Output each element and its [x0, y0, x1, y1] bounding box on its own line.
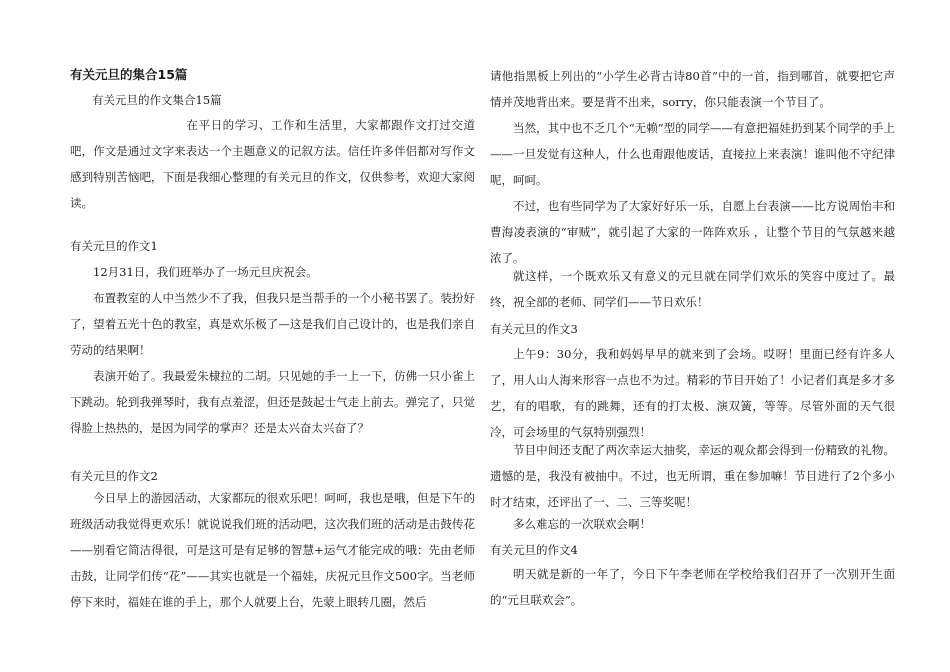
essay-4-paragraph-1: 明天就是新的一年了，今日下午李老师在学校给我们召开了一次别开生面的“元旦联欢会”。	[490, 567, 895, 607]
essay-2-paragraph-1: 今日早上的游园活动，大家都玩的很欢乐吧！呵呵，我也是哦，但是下午的班级活动我觉得更欢乐！就说说我们班的活动吧，这次我们班的活动是击鼓传花——别看它简洁得很，可是这可是有足够的智慧+运气才能完成的哦：先由老师击鼓，让同学们传“花”——其实也就是一个福娃，庆祝元旦作文500字。当老师停下来时，福娃在谁的手上，那个人就要上台，先蒙上眼转几圈，然后	[70, 491, 475, 609]
essay-2-heading: 有关元旦的作文2	[70, 469, 158, 483]
intro-text: 在平日的学习、工作和生活里，大家都跟作文打过交道吧，作文是通过文字来表达一个主题意义的记叙方法。信任许多伴侣都对写作文感到特别苦恼吧，下面是我细心整理的有关元旦的作文，仅供参考，欢迎大家阅读。	[70, 118, 475, 210]
essay-2-paragraph-2: 当然，其中也不乏几个“无赖”型的同学——有意把福娃扔到某个同学的手上——一旦发觉有这种人，什么也甭跟他废话，直接拉上来表演！谁叫他不守纪律呢，呵呵。	[490, 121, 895, 187]
essay-3-paragraph-1: 上午9：30分，我和妈妈早早的就来到了会场。哎呀！里面已经有许多人了，用人山人海来形容一点也不为过。精彩的节目开始了！小记者们真是多才多艺，有的唱歌，有的跳舞，还有的打太极、演双簧，等等。尽管外面的天气很冷，可会场里的气氛特别强烈！	[490, 347, 895, 439]
essay-2-paragraph-3: 不过，也有些同学为了大家好好乐一乐，自愿上台表演——比方说周怡丰和曹海凌表演的“审贼”，就引起了大家的一阵阵欢乐 ，让整个节目的气氛越来越浓了。	[490, 199, 895, 265]
essay-1-paragraph-2: 布置教室的人中当然少不了我，但我只是当帮手的一个小秘书罢了。装扮好了，望着五光十色的教室，真是欢乐极了—这是我们自己设计的，也是我们亲自劳动的结果啊！	[70, 291, 475, 357]
essay-3-paragraph-2: 节目中间还支配了两次幸运大抽奖，幸运的观众都会得到一份精致的礼物。遗憾的是，我没有被抽中。不过，也无所谓，重在参加嘛！节目进行了2个多小时才结束，还评出了一、二、三等奖呢！	[490, 443, 895, 509]
essay-3-paragraph-3: 多么难忘的一次联欢会啊！	[513, 517, 651, 531]
document-title: 有关元旦的集合15篇	[70, 67, 188, 82]
document-subtitle: 有关元旦的作文集合15篇	[92, 93, 222, 107]
essay-2-paragraph-4: 就这样，一个既欢乐又有意义的元旦就在同学们欢乐的笑容中度过了。最终，祝全部的老师、同学们——节日欢乐！	[490, 269, 895, 309]
intro-paragraph	[70, 112, 475, 216]
essay-1-paragraph-3: 表演开始了。我最爱朱棣拉的二胡。只见她的手一上一下，仿佛一只小雀上下跳动。轮到我弹琴时，我有点羞涩，但还是鼓起士气走上前去。弹完了，只觉得脸上热热的，是因为同学的掌声？还是太兴奋太兴奋了？	[70, 369, 475, 435]
essay-4-heading: 有关元旦的作文4	[490, 543, 578, 557]
essay-3-heading: 有关元旦的作文3	[490, 322, 578, 336]
essay-2-paragraph-continued: 请他指黑板上列出的“小学生必背古诗80首”中的一首，指到哪首，就要把它声情并茂地背出来。要是背不出来，sorry，你只能表演一个节目了。	[490, 69, 895, 109]
essay-1-heading: 有关元旦的作文1	[70, 239, 158, 253]
essay-1-paragraph-1: 12月31日，我们班举办了一场元旦庆祝会。	[93, 265, 318, 279]
